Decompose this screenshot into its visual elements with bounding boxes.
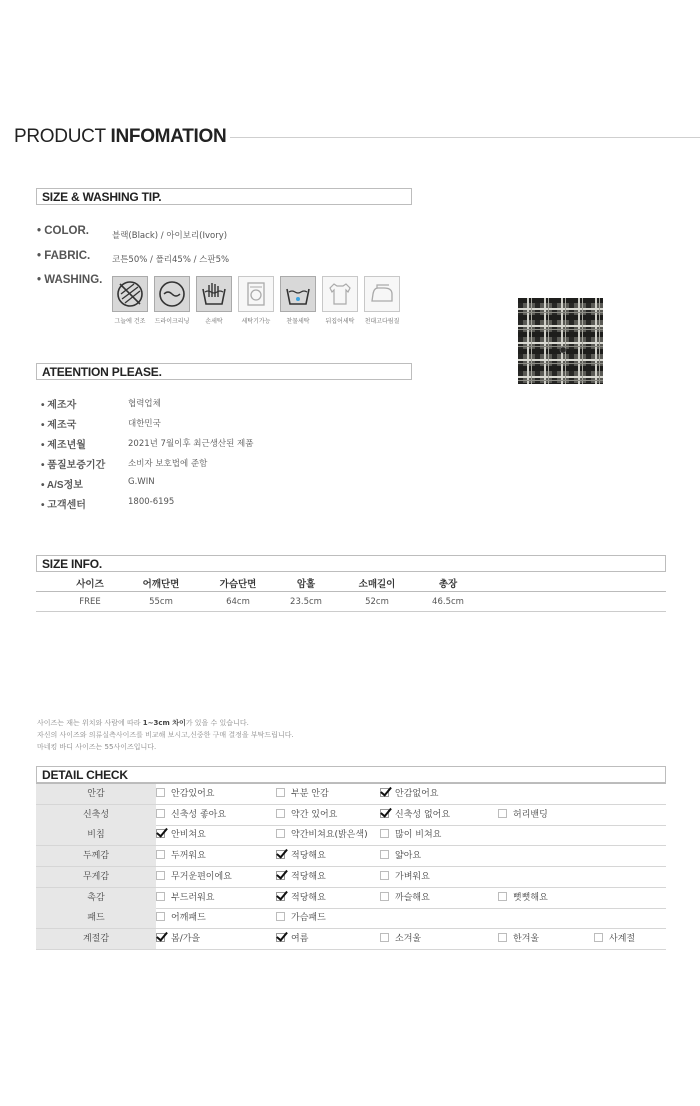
checked-checkbox-icon[interactable] <box>276 850 285 859</box>
color-value: 블랙(Black) / 아이보리(Ivory) <box>112 231 228 241</box>
hand-wash-icon <box>196 276 232 312</box>
detail-check-label: 패드 <box>36 908 156 928</box>
checkbox-icon[interactable] <box>380 850 389 859</box>
attention-value: 2021년 7월이후 최근생산된 제품 <box>128 439 254 449</box>
detail-check-option-text: 부분 안감 <box>291 789 329 799</box>
checked-checkbox-icon[interactable] <box>276 933 285 942</box>
size-column-header: 암홀 <box>296 579 316 590</box>
detail-check-option-text: 봄/가을 <box>171 933 201 944</box>
washing-icon-label: 천대고다림질 <box>364 318 400 325</box>
size-cell: 52cm <box>365 597 389 607</box>
detail-check-option[interactable] <box>380 784 438 804</box>
checkbox-icon[interactable] <box>156 871 165 880</box>
detail-check-option[interactable] <box>156 825 206 845</box>
detail-check-option[interactable] <box>276 888 326 908</box>
detail-check-row <box>36 846 666 867</box>
checkbox-icon[interactable] <box>276 788 285 797</box>
detail-check-option-text: 신축성 좋아요 <box>171 809 227 820</box>
washing-icon-label: 그늘에 건조 <box>114 318 146 325</box>
detail-check-option-text: 소겨울 <box>395 933 422 944</box>
washing-icon-label: 뒤집어세탁 <box>325 318 355 325</box>
detail-check-option[interactable] <box>498 929 539 949</box>
detail-check-option-text: 한겨울 <box>513 933 540 944</box>
checkbox-icon[interactable] <box>156 809 165 818</box>
size-notes <box>37 717 294 753</box>
detail-check-option-text: 부드러워요 <box>171 892 215 903</box>
washing-icon-label: 드라이크리닝 <box>154 318 190 325</box>
detail-check-option[interactable] <box>276 825 368 845</box>
checkbox-icon[interactable] <box>380 829 389 838</box>
detail-check-option[interactable] <box>156 929 200 949</box>
section-size-washing: SIZE & WASHING TIP. <box>36 188 412 205</box>
detail-check-option-text: 어깨패드 <box>171 913 206 924</box>
attention-value: 소비자 보호법에 준함 <box>128 459 208 469</box>
washing-icon-label: 손세탁 <box>205 318 223 325</box>
color-label: • COLOR. <box>37 225 89 237</box>
note-line-2: 자신의 사이즈와 의류실측사이즈를 비교해 보시고,신중한 구매 결정을 부탁드립니다. <box>37 731 294 739</box>
attention-label: • 품질보증기간 <box>41 460 106 471</box>
detail-check-option-text: 사계절 <box>609 933 636 944</box>
detail-check-label: 무게감 <box>36 867 156 887</box>
checkbox-icon[interactable] <box>156 788 165 797</box>
checkbox-icon[interactable] <box>380 933 389 942</box>
section-attention: ATEENTION PLEASE. <box>36 363 412 380</box>
detail-check-row <box>36 805 666 826</box>
detail-check-option-text: 적당해요 <box>291 871 326 882</box>
size-column-header: 총장 <box>438 579 458 590</box>
size-cell: 46.5cm <box>432 597 464 607</box>
attention-label: • 제조자 <box>41 400 77 411</box>
checked-checkbox-icon[interactable] <box>380 788 389 797</box>
detail-check-option[interactable] <box>276 867 326 887</box>
checkbox-icon[interactable] <box>498 809 507 818</box>
detail-check-option[interactable] <box>380 846 421 866</box>
detail-check-option-text: 약간비쳐요(밝은색) <box>291 830 368 841</box>
detail-check-option[interactable] <box>380 805 450 825</box>
size-column-header: 소매길이 <box>358 579 396 590</box>
detail-check-option-text: 두꺼워요 <box>171 851 206 862</box>
fabric-label: • FABRIC. <box>37 250 91 262</box>
attention-value: G.WIN <box>128 477 155 487</box>
checkbox-icon[interactable] <box>276 912 285 921</box>
attention-label: • 고객센터 <box>41 500 86 511</box>
checkbox-icon[interactable] <box>594 933 603 942</box>
attention-label: • 제조년월 <box>41 440 86 451</box>
detail-check-row <box>36 784 666 805</box>
detail-check-option-text: 안감있어요 <box>171 789 215 799</box>
detail-check-option-text: 안감없어요 <box>395 789 439 799</box>
washing-label: • WASHING. <box>37 274 103 286</box>
detail-check-option-text: 신축성 없어요 <box>395 809 451 820</box>
washing-icon-label: 찬물세탁 <box>286 318 310 325</box>
attention-label: • 제조국 <box>41 420 77 431</box>
detail-check-label: 촉감 <box>36 888 156 908</box>
detail-check-option-text: 안비쳐요 <box>171 830 206 841</box>
detail-check-label: 비침 <box>36 825 156 845</box>
washing-icon-label: 세탁기가능 <box>241 318 271 325</box>
cold-water-icon <box>280 276 316 312</box>
detail-check-option[interactable] <box>156 846 206 866</box>
checkbox-icon[interactable] <box>380 871 389 880</box>
checked-checkbox-icon[interactable] <box>276 892 285 901</box>
iron-icon <box>364 276 400 312</box>
checkbox-icon[interactable] <box>276 829 285 838</box>
size-cell: 55cm <box>149 597 173 607</box>
detail-check-label: 안감 <box>36 784 156 804</box>
detail-check-row <box>36 825 666 846</box>
checkbox-icon[interactable] <box>498 933 507 942</box>
detail-check-option[interactable] <box>276 784 329 804</box>
detail-check-option[interactable] <box>156 888 214 908</box>
detail-check-option[interactable] <box>276 929 308 949</box>
detail-check-label: 계절감 <box>36 929 156 949</box>
checked-checkbox-icon[interactable] <box>156 933 165 942</box>
machine-wash-icon <box>238 276 274 312</box>
fabric-swatch-image <box>518 298 603 384</box>
detail-check-option-text: 많이 비쳐요 <box>395 830 442 841</box>
size-cell: FREE <box>79 597 101 607</box>
size-column-header: 어깨단면 <box>142 579 180 590</box>
detail-check-option[interactable] <box>156 908 206 928</box>
checked-checkbox-icon[interactable] <box>276 871 285 880</box>
detail-check-option-text: 가벼워요 <box>395 871 430 882</box>
checkbox-icon[interactable] <box>276 809 285 818</box>
checkbox-icon[interactable] <box>156 850 165 859</box>
checkbox-icon[interactable] <box>380 892 389 901</box>
detail-check-option-text: 약간 있어요 <box>291 809 338 820</box>
note-line-3: 마네킹 바디 사이즈는 55사이즈입니다. <box>37 743 157 751</box>
size-table-divider <box>36 591 666 592</box>
detail-check-option[interactable] <box>156 867 232 887</box>
detail-check-option-text: 까슬해요 <box>395 892 430 903</box>
detail-check-row <box>36 908 666 929</box>
checkbox-icon[interactable] <box>156 912 165 921</box>
detail-check-option-text: 가슴패드 <box>291 913 326 924</box>
detail-check-option-text: 적당해요 <box>291 892 326 903</box>
attention-value: 대한민국 <box>128 419 161 429</box>
detail-check-option[interactable] <box>276 846 326 866</box>
size-cell: 64cm <box>226 597 250 607</box>
inside-out-icon <box>322 276 358 312</box>
detail-check-option[interactable] <box>276 805 337 825</box>
detail-check-option-text: 적당해요 <box>291 851 326 862</box>
detail-check-option[interactable] <box>498 805 548 825</box>
detail-check-option-text: 얇아요 <box>395 851 422 862</box>
section-size-info: SIZE INFO. <box>36 555 666 572</box>
detail-check-option-text: 뻣뻣해요 <box>513 892 548 903</box>
checked-checkbox-icon[interactable] <box>380 809 389 818</box>
detail-check-option[interactable] <box>380 867 430 887</box>
dry-clean-icon <box>154 276 190 312</box>
detail-check-label: 두께감 <box>36 846 156 866</box>
attention-value: 1800-6195 <box>128 497 175 507</box>
detail-check-option-text: 허리밴딩 <box>513 809 548 820</box>
page-title: PRODUCT INFOMATION <box>14 126 227 147</box>
detail-check-option[interactable] <box>380 888 430 908</box>
detail-check-row <box>36 867 666 888</box>
detail-check-row <box>36 888 666 909</box>
checkbox-icon[interactable] <box>498 892 507 901</box>
detail-check-option-text: 무거운편이에요 <box>171 871 232 882</box>
detail-check-option-text: 여름 <box>291 933 309 944</box>
size-column-header: 사이즈 <box>76 579 104 590</box>
shade-dry-icon <box>112 276 148 312</box>
detail-check-option[interactable] <box>380 929 421 949</box>
detail-check-option[interactable] <box>276 908 326 928</box>
fabric-value: 코튼50% / 폴리45% / 스판5% <box>112 255 230 265</box>
note-line-1: 사이즈는 재는 위치와 사람에 따라 1~3cm 차이가 있을 수 있습니다. <box>37 719 249 727</box>
attention-label: • A/S정보 <box>41 480 83 491</box>
detail-check-option[interactable] <box>156 784 214 804</box>
detail-check-option[interactable] <box>594 929 635 949</box>
checked-checkbox-icon[interactable] <box>156 829 165 838</box>
checkbox-icon[interactable] <box>156 892 165 901</box>
attention-value: 협력업체 <box>128 399 161 409</box>
size-column-header: 가슴단면 <box>219 579 257 590</box>
title-divider <box>230 137 700 138</box>
detail-check-option[interactable] <box>498 888 548 908</box>
detail-check-option[interactable] <box>156 805 226 825</box>
size-table-bottom <box>36 611 666 612</box>
detail-check-label: 신축성 <box>36 805 156 825</box>
detail-check-row <box>36 929 666 950</box>
size-cell: 23.5cm <box>290 597 322 607</box>
detail-check-option[interactable] <box>380 825 441 845</box>
section-detail-check: DETAIL CHECK <box>36 766 666 783</box>
